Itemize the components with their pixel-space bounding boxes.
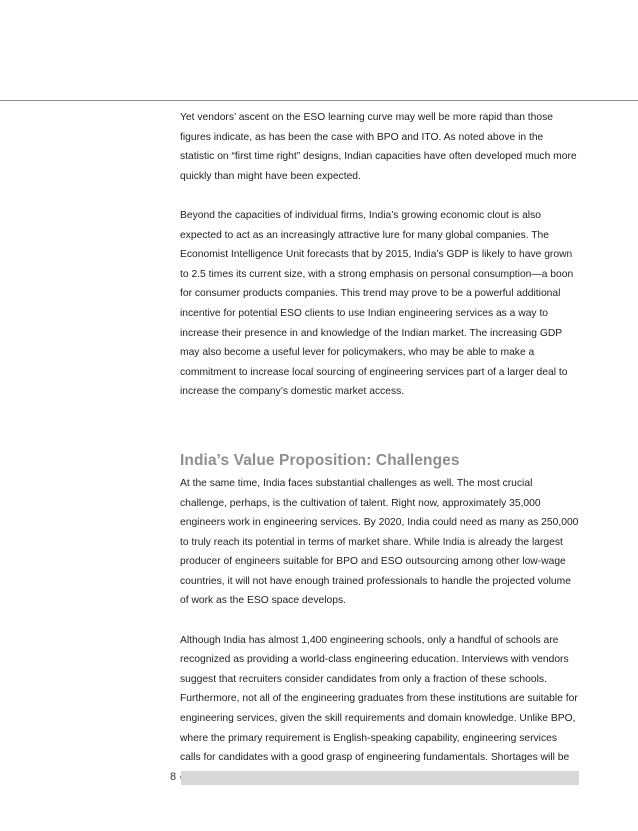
page-number: 8 [170, 771, 177, 783]
paragraph-talent-challenge: At the same time, India faces substantial challenges as well. The most crucial challenge, perhaps, is the cultivation of talent. Right now, approximately 35,000 engineers work in engineering services. By 2020, India could need as many as 250,000 to truly reach its potential in terms of market share. While India is already the largest producer of engineers suitable for BPO and ESO outsourcing among other low-wage countries, it will not have enough trained professionals to handle the projected volume of work as the ESO space develops. [180, 477, 579, 607]
document-body [180, 108, 580, 787]
paragraph-economic-clout: Beyond the capacities of individual firms, India’s growing economic clout is also expected to act as an increasingly attractive lure for many global companies. The Economist Intelligence Unit forecasts that by 2015, India’s GDP is likely to have grown to 2.5 times its current size, with a strong emphasis on personal consumption—a boon for consumer products companies. This trend may prove to be a powerful additional incentive for potential ESO clients to use Indian engineering services as a way to increase their presence in and knowledge of the Indian market. The increasing GDP may also become a useful lever for policymakers, who may be able to make a commitment to increase local sourcing of engineering services part of a larger deal to increase the company’s domestic market access. [180, 209, 574, 398]
paragraph-engineering-schools: Although India has almost 1,400 engineering schools, only a handful of schools are recognized as providing a world-class engineering education. Interviews with vendors suggest that recruiters consider candidates from only a fraction of these schools. Furthermore, not all of the engineering graduates from these institutions are suitable for engineering services, given the skill requirements and domain knowledge. Unlike BPO, where the primary requirement is English-speaking capability, engineering services calls for candidates with a good grasp of engineering fundamentals. Shortages will be [180, 634, 578, 764]
paragraph-vendors-ascent: Yet vendors’ ascent on the ESO learning curve may well be more rapid than those figures indicate, as has been the case with BPO and ITO. As noted above in the statistic on “first time right” designs, Indian capacities have often developed much more quickly than might have been expected. [180, 112, 577, 182]
section-heading: India’s Value Proposition: Challenges [180, 451, 460, 469]
footer-bar [181, 771, 579, 785]
header-divider [0, 100, 638, 101]
